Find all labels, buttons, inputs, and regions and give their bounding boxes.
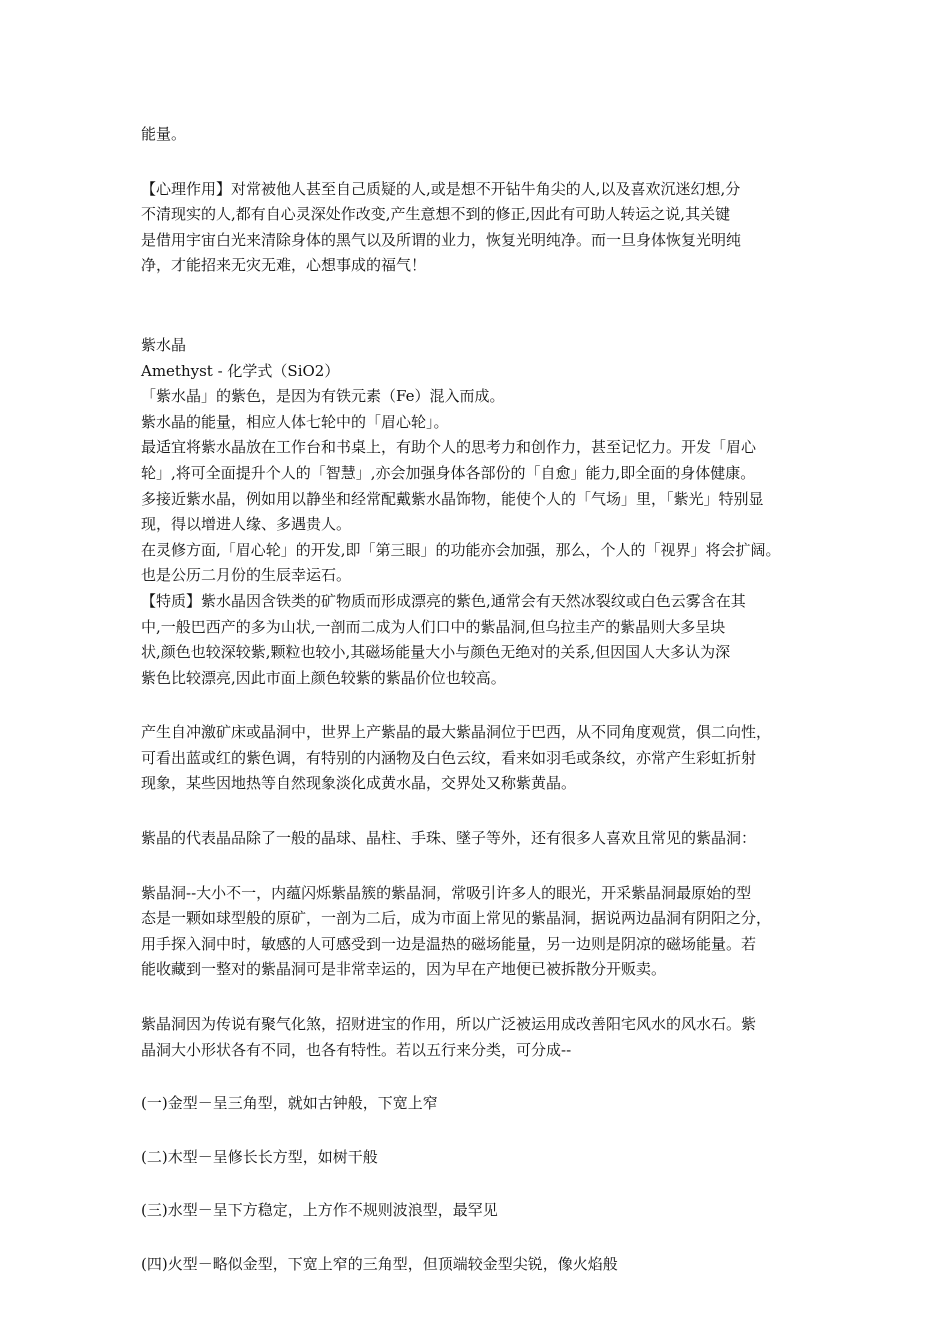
element-type-item: (二)木型－呈修长长方型，如树干般 bbox=[141, 1147, 378, 1166]
fengshui-paragraph bbox=[141, 1012, 811, 1063]
amethyst-section bbox=[141, 333, 811, 691]
amethyst-line: 轮」,将可全面提升个人的「智慧」,亦会加强身体各部份的「自愈」能力,即全面的身体健康。 bbox=[141, 463, 756, 482]
element-type-item: (三)水型－呈下方稳定，上方作不规则波浪型，最罕见 bbox=[141, 1201, 498, 1220]
amethyst-line: 紫色比较漂亮,因此市面上颜色较紫的紫晶价位也较高。 bbox=[141, 668, 506, 687]
chemical-formula: Amethyst - 化学式（SiO2） bbox=[141, 361, 340, 380]
amethyst-line: 最适宜将紫水晶放在工作台和书桌上，有助个人的思考力和创作力，甚至记忆力。开发「眉心 bbox=[141, 438, 757, 457]
geode-line: 用手探入洞中时，敏感的人可感受到一边是温热的磁场能量，另一边则是阴凉的磁场能量。若 bbox=[141, 934, 757, 953]
psych-effect-paragraph bbox=[141, 177, 811, 279]
psych-line: 不清现实的人,都有自心灵深处作改变,产生意想不到的修正,因此有可助人转运之说,其关键 bbox=[141, 205, 731, 224]
origin-paragraph bbox=[141, 720, 811, 797]
geode-line: 态是一颗如球型般的原矿，一剖为二后，成为市面上常见的紫晶洞，据说两边晶洞有阴阳之分， bbox=[141, 909, 772, 928]
products-paragraph: 紫晶的代表晶品除了一般的晶球、晶柱、手珠、墜子等外，还有很多人喜欢且常见的紫晶洞： bbox=[141, 829, 757, 848]
geode-line: 紫晶洞--大小不一，内蕴闪烁紫晶簇的紫晶洞，常吸引许多人的眼光，开采紫晶洞最原始的型 bbox=[141, 883, 752, 902]
amethyst-line: 「紫水晶」的紫色，是因为有铁元素（Fe）混入而成。 bbox=[141, 387, 505, 406]
amethyst-line: 也是公历二月份的生辰幸运石。 bbox=[141, 566, 352, 585]
amethyst-line: 现，得以增进人缘、多遇贵人。 bbox=[141, 515, 352, 534]
amethyst-line: 【特质】紫水晶因含铁类的矿物质而形成漂亮的紫色,通常会有天然冰裂纹或白色云雾含在其 bbox=[141, 591, 746, 610]
document-body bbox=[141, 122, 811, 1278]
element-type-item: (四)火型－略似金型，下宽上窄的三角型，但顶端较金型尖锐，像火焰般 bbox=[141, 1255, 618, 1273]
amethyst-line: 中,一般巴西产的多为山状,一剖而二成为人们口中的紫晶洞,但乌拉圭产的紫晶则大多呈块 bbox=[141, 617, 726, 636]
origin-line: 产生自冲激矿床或晶洞中，世界上产紫晶的最大紫晶洞位于巴西，从不同角度观赏，俱二向性， bbox=[141, 723, 772, 742]
fengshui-line: 紫晶洞因为传说有聚气化煞，招财进宝的作用，所以广泛被运用成改善阳宅风水的风水石。紫 bbox=[141, 1015, 757, 1034]
amethyst-line: 多接近紫水晶，例如用以静坐和经常配戴紫水晶饰物，能使个人的「气场」里，「紫光」特别显 bbox=[141, 489, 764, 508]
origin-line: 现象，某些因地热等自然现象淡化成黄水晶，交界处又称紫黄晶。 bbox=[141, 774, 577, 793]
psych-line: 净，才能招来无灾无难，心想事成的福气！ bbox=[141, 256, 427, 275]
amethyst-line: 状,颜色也较深较紫,颗粒也较小,其磁场能量大小与颜色无绝对的关系,但因国人大多认为深 bbox=[141, 643, 731, 662]
psych-line: 【心理作用】对常被他人甚至自己质疑的人,或是想不开钻牛角尖的人,以及喜欢沉迷幻想,分 bbox=[141, 179, 741, 198]
geode-line: 能收藏到一整对的紫晶洞可是非常幸运的，因为早在产地便已被拆散分开贩卖。 bbox=[141, 960, 667, 979]
psych-line: 是借用宇宙白光来清除身体的黑气以及所谓的业力，恢复光明纯净。而一旦身体恢复光明纯 bbox=[141, 230, 742, 249]
intro-fragment: 能量。 bbox=[141, 125, 187, 143]
geode-paragraph bbox=[141, 881, 811, 983]
element-type-item: (一)金型－呈三角型，就如古钟般，下宽上窄 bbox=[141, 1094, 438, 1113]
fengshui-line: 晶洞大小形状各有不同，也各有特性。若以五行来分类，可分成-- bbox=[141, 1040, 572, 1059]
amethyst-line: 紫水晶的能量，相应人体七轮中的「眉心轮」。 bbox=[141, 412, 449, 431]
five-elements-list bbox=[141, 1091, 811, 1277]
section-title: 紫水晶 bbox=[141, 335, 187, 354]
amethyst-line: 在灵修方面,「眉心轮」的开发,即「第三眼」的功能亦会加强，那么，个人的「视界」将会扩阔。 bbox=[141, 540, 781, 559]
origin-line: 可看出蓝或红的紫色调，有特别的内涵物及白色云纹，看来如羽毛或条纹，亦常产生彩虹折射 bbox=[141, 748, 757, 767]
